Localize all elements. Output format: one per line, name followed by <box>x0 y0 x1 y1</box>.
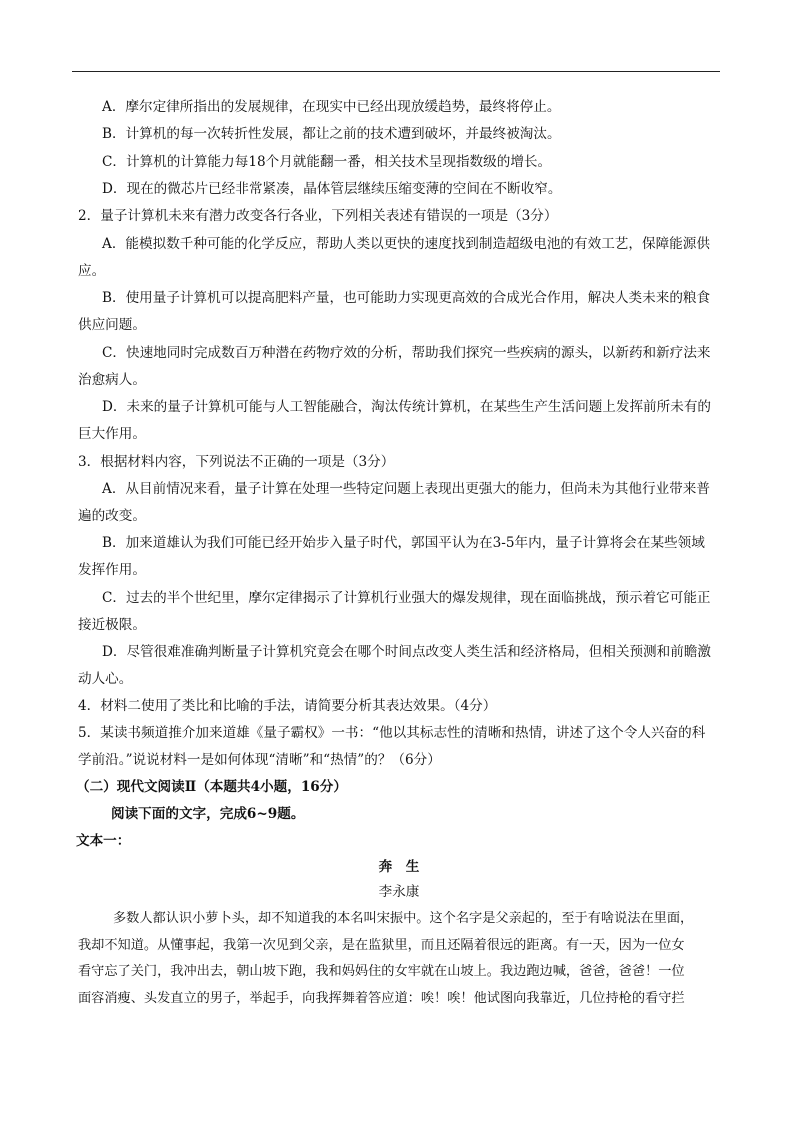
q3-option-b-line2: 发挥作用。 <box>78 562 146 578</box>
q3-option-b-line1: B．加来道雄认为我们可能已经开始步入量子时代，郭国平认为在3-5年内，量子计算将会在某些领域 <box>102 535 705 551</box>
q1-option-b: B．计算机的每一次转折性发展，都让之前的技术遭到破坏，并最终被淘汰。 <box>102 126 561 142</box>
story-paragraph-line: 多数人都认识小萝卜头，却不知道我的本名叫宋振中。这个名字是父亲起的，至于有啥说法在里面， <box>113 911 694 926</box>
q3-option-d-line1: D．尽管很难准确判断量子计算机究竟会在哪个时间点改变人类生活和经济格局，但相关预测和前瞻激 <box>102 644 712 660</box>
q3-option-c-line2: 接近极限。 <box>78 617 146 633</box>
q2-option-a-line1: A．能模拟数千种可能的化学反应，帮助人类以更快的速度找到制造超级电池的有效工艺，保障能源供 <box>102 236 710 252</box>
q2-option-a-line2: 应。 <box>78 263 106 279</box>
section-instruction: 阅读下面的文字，完成6~9题。 <box>111 806 305 822</box>
q3-stem: 3．根据材料内容，下列说法不正确的一项是（3分） <box>78 454 395 470</box>
story-paragraph-line: 我却不知道。从懂事起，我第一次见到父亲，是在监狱里，而且还隔着很远的距离。有一天，因为一位女 <box>78 938 685 953</box>
story-paragraph-line: 看守忘了关门，我冲出去，朝山坡下跑，我和妈妈住的女牢就在山坡上。我边跑边喊，爸爸，爸爸！一位 <box>78 964 685 979</box>
header-rule <box>72 71 720 72</box>
q3-option-c-line1: C．过去的半个世纪里，摩尔定律揭示了计算机行业强大的爆发规律，现在面临挑战，预示着它可能正 <box>102 590 711 606</box>
q1-option-c: C．计算机的计算能力每18个月就能翻一番，相关技术呈现指数级的增长。 <box>102 154 552 170</box>
story-title: 奔 生 <box>378 859 420 875</box>
q3-option-a-line2: 遍的改变。 <box>78 508 146 524</box>
q2-stem: 2．量子计算机未来有潜力改变各行各业，下列相关表述有错误的一项是（3分） <box>78 208 558 224</box>
q2-option-b-line2: 供应问题。 <box>78 317 146 333</box>
q2-option-c-line2: 治愈病人。 <box>78 372 146 388</box>
section-heading: （二）现代文阅读Ⅱ（本题共4小题，16分） <box>76 779 347 795</box>
q2-option-d-line2: 巨大作用。 <box>78 426 146 442</box>
q3-option-d-line2: 动人心。 <box>78 671 133 687</box>
q1-option-a: A．摩尔定律所指出的发展规律，在现实中已经出现放缓趋势，最终将停止。 <box>102 99 561 115</box>
story-author: 李永康 <box>378 884 420 900</box>
q2-option-b-line1: B．使用量子计算机可以提高肥料产量，也可能助力实现更高效的合成光合作用，解决人类未来的粮食 <box>102 290 711 306</box>
q5-stem-line2: 学前沿。”说说材料一是如何体现“清晰”和“热情”的？（6分） <box>78 752 441 768</box>
q4-stem: 4．材料二使用了类比和比喻的手法，请简要分析其表达效果。（4分） <box>78 698 497 714</box>
q5-stem-line1: 5．某读书频道推介加来道雄《量子霸权》一书：“他以其标志性的清晰和热情，讲述了这个令人兴奋的科 <box>78 725 706 741</box>
text-one-label: 文本一： <box>76 833 131 849</box>
q2-option-c-line1: C．快速地同时完成数百万种潜在药物疗效的分析，帮助我们探究一些疾病的源头，以新药和新疗法来 <box>102 345 711 361</box>
story-paragraph-line: 面容消瘦、头发直立的男子，举起手，向我挥舞着答应道：唉！唉！他试图向我靠近，几位持枪的看守拦 <box>78 991 685 1006</box>
q3-option-a-line1: A．从目前情况来看，量子计算在处理一些特定问题上表现出更强大的能力，但尚未为其他行业带来普 <box>102 481 710 497</box>
q1-option-d: D．现在的微芯片已经非常紧凑，晶体管层继续压缩变薄的空间在不断收窄。 <box>102 181 562 197</box>
q2-option-d-line1: D．未来的量子计算机可能与人工智能融合，淘汰传统计算机，在某些生产生活问题上发挥前所未有的 <box>102 399 712 415</box>
